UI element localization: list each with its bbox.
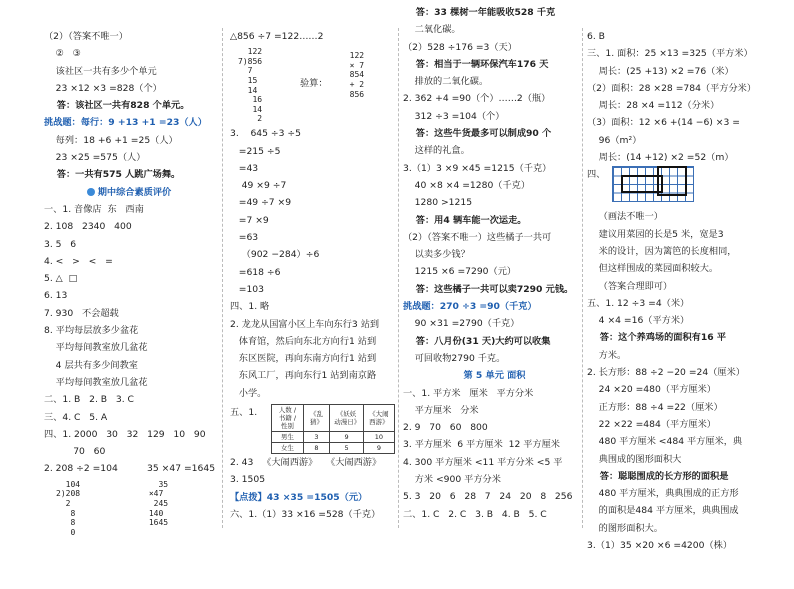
table-cell: 3 — [303, 432, 330, 443]
answer-line: （2）（答案不唯一） — [44, 31, 128, 42]
answer-line: （2）（答案不唯一）这些橘子一共可 — [403, 231, 552, 243]
answer-line: 这样的礼盒。 — [403, 145, 470, 157]
answer-line: 96（m²） — [587, 134, 642, 146]
answer-line: ② ③ — [44, 48, 81, 60]
answer-line: 3. 5 6 — [44, 238, 77, 250]
answer-column-1 — [44, 28, 214, 589]
answer-line: 312 ÷3 =104（个） — [403, 110, 505, 122]
answer-line: 平均每间教室放几盆花 — [44, 342, 148, 354]
answer-line: 东区医院，再向东南方向行1 站到 — [230, 353, 377, 365]
answer-line: 5. 3 20 6 28 7 24 20 8 256 — [403, 491, 573, 503]
column-divider — [222, 28, 223, 528]
square-grid-drawing — [612, 166, 694, 202]
statistics-table-block — [230, 404, 395, 454]
answer-line: 2. 362 +4 =90（个）……2（瓶） — [403, 93, 551, 105]
answer-line: 但这样围成的菜园面积较大。 — [587, 263, 719, 275]
answer-line: 1215 ×6 =7290（元） — [403, 266, 517, 278]
check-label: 验算： — [300, 78, 328, 90]
vertical-calculation-area — [230, 45, 395, 125]
answer-line: 5. △ □ — [44, 273, 78, 285]
question-label: 五、1. — [230, 407, 258, 419]
answer-line: 的图形面积大。 — [587, 522, 663, 534]
answer-line: 每列：18 +6 +1 =25（人） — [44, 134, 178, 146]
answer-line: 二、1. C 2. C 3. B 4. B 5. C — [403, 508, 547, 520]
long-division: 104 2)208 2 8 8 0 — [56, 479, 81, 537]
answer-line: 2. 208 ÷2 =104 35 ×47 =1645 — [44, 463, 216, 475]
table-cell: 9 — [363, 443, 394, 454]
answer-line: 五、1. 12 ÷3 =4（米） — [587, 297, 690, 309]
answer-line: 23 ×25 =575（人） — [44, 152, 146, 164]
answer-line: 480 平方厘米 <484 平方厘米，典 — [587, 436, 743, 448]
answer-line: 6. B — [587, 31, 605, 42]
answer-line: 2. 龙龙从国富小区上车向东行3 站到 — [230, 318, 380, 330]
answer-line: 2. 43 《大闹西游》 《大闹西游》 — [230, 457, 382, 469]
answer-line: 7. 930 不会超载 — [44, 307, 119, 319]
answer-line: 4. < > < = — [44, 255, 113, 267]
answer-line: =215 ÷5 — [230, 145, 281, 157]
answer-line: 【点拨】43 ×35 =1505（元） — [230, 491, 368, 503]
answer-line: 70 60 — [44, 446, 106, 458]
answer-line: （3）面积：12 ×6 +(14 −6) ×3 = — [587, 117, 740, 129]
answer-line: 答：33 棵树一年能吸收528 千克 — [403, 7, 556, 18]
answer-line: 周长：(25 +13) ×2 =76（米） — [587, 65, 734, 77]
flower-icon — [87, 188, 95, 196]
table-cell: 男生 — [272, 432, 304, 443]
answer-line: 一、1. 平方米 厘米 平方分米 — [403, 387, 534, 399]
answer-line: 周长：(14 +12) ×2 =52（m） — [587, 152, 734, 164]
table-row — [272, 443, 395, 454]
multiplication: 35 ×47 245 140 1645 — [148, 479, 169, 528]
answer-line: 答：该社区一共有828 个单元。 — [44, 100, 190, 112]
answer-line: 可回收物2790 千克。 — [403, 352, 506, 364]
answer-line: 3. 645 ÷3 ÷5 — [230, 128, 301, 140]
column-divider — [398, 28, 399, 528]
answer-line: 小学。 — [230, 387, 267, 399]
table-cell: 9 — [330, 432, 364, 443]
answer-line: 挑战题：每行：9 +13 +1 =23（人） — [44, 117, 207, 129]
answer-line: 排放的二氧化碳。 — [403, 76, 489, 88]
answer-line: （2）面积：28 ×28 =784（平方分米） — [587, 82, 757, 94]
answer-line: 答：八月份(31 天)大约可以收集 — [403, 335, 551, 347]
table-header-cell: 《大闹西游》 — [363, 405, 394, 432]
answer-line: 二、1. B 2. B 3. C — [44, 394, 134, 406]
table-cell: 5 — [330, 443, 364, 454]
answer-line: 23 ×12 ×3 =828（个） — [44, 82, 162, 94]
answer-line: 3. 平方厘米 6 平方厘米 12 平方厘米 — [403, 439, 560, 451]
answer-line: 该社区一共有多少个单元 — [44, 65, 157, 77]
answer-line: 以卖多少钱？ — [403, 249, 470, 261]
statistics-table — [271, 404, 395, 454]
grid-drawing-block — [587, 166, 767, 208]
answer-line: 四、1. 略 — [230, 301, 270, 313]
table-cell: 女生 — [272, 443, 304, 454]
answer-line: （2）528 ÷176 =3（天） — [403, 41, 517, 53]
garden-square-shape — [657, 166, 687, 196]
answer-line: △856 ÷7 =122……2 — [230, 31, 324, 42]
section-heading: 期中综合素质评价 — [44, 184, 214, 201]
answer-line: 4. 300 平方厘米 <11 平方分米 <5 平 — [403, 456, 563, 468]
answer-line: 答：这个养鸡场的面积有16 平 — [587, 332, 727, 344]
answer-line: 3.（1）35 ×20 ×6 =4200（株） — [587, 540, 733, 552]
vertical-calculation-area — [44, 478, 214, 542]
answer-line: =43 — [230, 162, 259, 174]
answer-line: 答：一共有575 人跳广场舞。 — [44, 169, 181, 181]
answer-line: 米的设计，因为篱笆的长度相同， — [587, 245, 737, 257]
answer-line: =63 — [230, 232, 259, 244]
answer-line: 的面积是484 平方厘米，典典围成 — [587, 505, 739, 517]
answer-line: =49 ÷7 ×9 — [230, 197, 292, 209]
answer-line: =7 ×9 — [230, 214, 269, 226]
answer-line: 二氧化碳。 — [403, 24, 461, 36]
answer-line: 一、1. 音像店 东 西南 — [44, 203, 144, 215]
answer-line: 3.（1）3 ×9 ×45 =1215（千克） — [403, 162, 552, 174]
answer-line: 三、1. 面积：25 ×13 =325（平方米） — [587, 48, 753, 60]
table-header-cell: 人数 / 书籍 / 性别 — [272, 405, 304, 432]
answer-line: 4 层共有多少间教室 — [44, 359, 138, 371]
answer-column-3 — [403, 4, 586, 565]
answer-line: 49 ×9 ÷7 — [230, 180, 287, 192]
answer-line: （画法不唯一） — [587, 211, 663, 223]
answer-line: 答：这些橘子一共可以卖7290 元钱。 — [403, 283, 574, 295]
answer-line: 方米 <900 平方分米 — [403, 474, 501, 486]
answer-line: 典围成的图形面积大 — [587, 453, 682, 465]
answer-line: 480 平方厘米，典典围成的正方形 — [587, 488, 739, 500]
answer-line: 答：聪聪围成的长方形的面积是 — [587, 470, 729, 482]
answer-line: 平均每间教室放几盆花 — [44, 376, 148, 388]
answer-line: 四、1. 2000 30 32 129 10 90 — [44, 428, 206, 440]
answer-line: =618 ÷6 — [230, 266, 281, 278]
answer-line: 周长：28 ×4 =112（分米） — [587, 100, 720, 112]
answer-line: 东风工厂，再向东行1 站到南京路 — [230, 370, 377, 382]
answer-line: 体育馆，然后向东北方向行1 站到 — [230, 335, 377, 347]
answer-line: 三、4. C 5. A — [44, 411, 108, 423]
answer-line: （902 −284）÷6 — [230, 249, 320, 261]
answer-line: 3. 1505 — [230, 474, 266, 486]
answer-line: （答案合理即可） — [587, 280, 673, 292]
answer-line: 2. 108 2340 400 — [44, 221, 132, 233]
answer-line: 22 ×22 =484（平方厘米） — [587, 418, 716, 430]
answer-line: 六、1.（1）33 ×16 =528（千克） — [230, 508, 381, 520]
answer-line: 90 ×31 =2790（千克） — [403, 318, 520, 330]
question-label: 四、 — [587, 169, 606, 181]
table-row — [272, 432, 395, 443]
answer-line: 平方厘米 分米 — [403, 404, 479, 416]
answer-line: 正方形：88 ÷4 =22（厘米） — [587, 401, 723, 413]
table-cell: 8 — [303, 443, 330, 454]
long-division: 122 7)856 7 15 14 16 14 2 — [238, 47, 263, 124]
table-header-cell: 《妖妖动漫日》 — [330, 405, 364, 432]
unit-heading: 第 5 单元 面积 — [463, 370, 526, 382]
answer-line: 2. 9 70 60 800 — [403, 422, 488, 434]
answer-line: 40 ×8 ×4 =1280（千克） — [403, 179, 531, 191]
answer-line: 8. 平均每层放多少盆花 — [44, 325, 139, 337]
answer-line: 6. 13 — [44, 290, 68, 302]
answer-line: 4 ×4 =16（平方米） — [587, 315, 690, 327]
answer-line: 2. 长方形：88 ÷2 −20 =24（厘米） — [587, 367, 745, 379]
answer-column-2 — [230, 28, 395, 589]
table-header-cell: 《乱猜》 — [303, 405, 330, 432]
table-cell: 10 — [363, 432, 394, 443]
answer-column-4 — [587, 28, 767, 589]
answer-line: 答：用4 辆车能一次运走。 — [403, 214, 527, 226]
check-multiplication: 122 × 7 854 + 2 856 — [349, 51, 365, 99]
answer-line: 建议用菜园的长是5 米，宽是3 — [587, 228, 724, 240]
answer-line: 答：相当于一辆环保汽车176 天 — [403, 58, 549, 70]
answer-line: 24 ×20 =480（平方厘米） — [587, 384, 716, 396]
answer-line: 挑战题：270 ÷3 =90（千克） — [403, 301, 537, 313]
answer-line: =103 — [230, 283, 264, 295]
answer-line: 答：这些牛货最多可以制成90 个 — [403, 128, 552, 140]
answer-line: 方米。 — [587, 349, 627, 361]
answer-line: 1280 >1215 — [403, 197, 473, 209]
